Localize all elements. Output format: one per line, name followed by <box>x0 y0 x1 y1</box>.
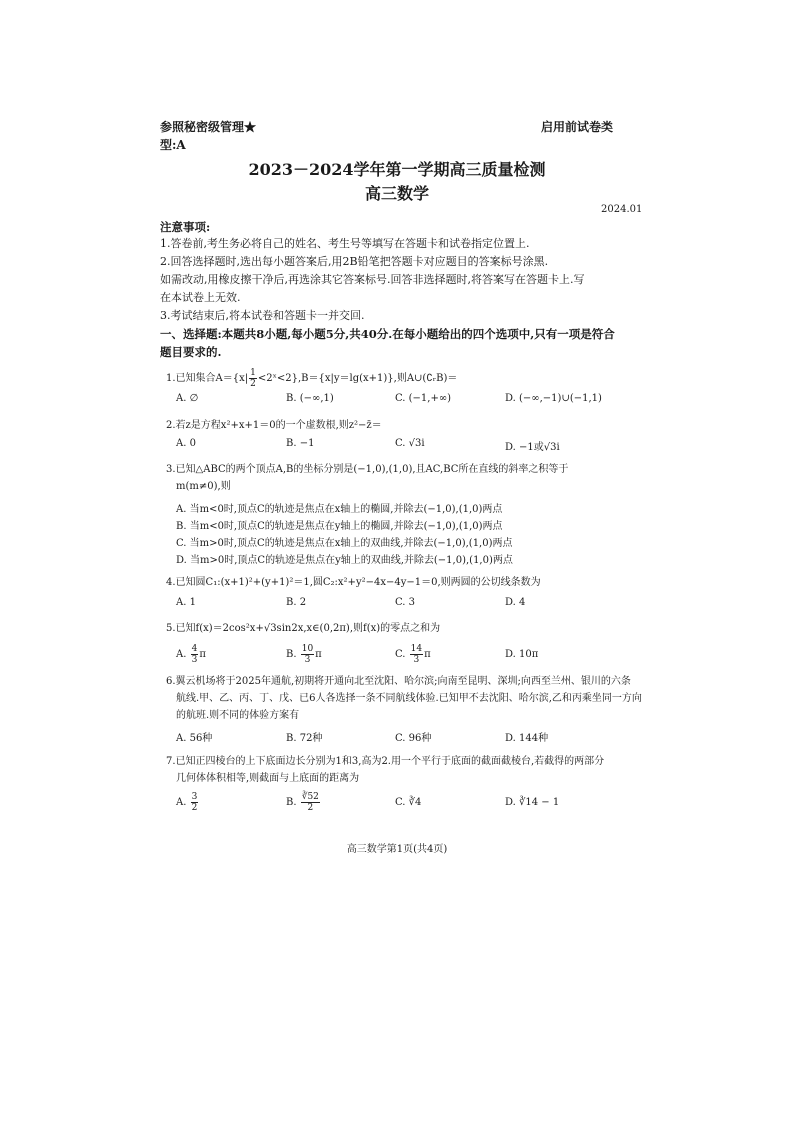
note-line: 1.答卷前,考生务必将自己的姓名、考生号等填写在答题卡和试卷指定位置上. <box>160 237 530 250</box>
notes-heading: 注意事项: <box>160 220 211 234</box>
q1-option-b: B. (−∞,1) <box>286 393 334 404</box>
page-title: 2023－2024学年第一学期高三质量检测 <box>248 160 546 179</box>
q2-option-d: D. −1或√3i <box>505 442 560 453</box>
q4-option-b: B. 2 <box>286 597 307 608</box>
q5-option-b: B. $\frac{10}{3}$ π <box>286 644 322 665</box>
q5-option-a: A. $\frac{4}{3}$ π <box>176 644 206 665</box>
section-heading-cont: 题目要求的. <box>160 345 222 359</box>
q2-option-a: A. 0 <box>176 438 196 449</box>
confidential-label: 参照秘密级管理★ <box>160 120 257 134</box>
q6-option-a: A. 56种 <box>176 733 213 744</box>
q7-option-a: A. $\frac{3}{2}$ <box>176 792 198 813</box>
question-3-stem: 3.已知△ABC的两个顶点A,B的坐标分别是(−1,0),(1,0),且AC,BC所在直线的斜率之积等于 <box>166 464 569 475</box>
q3-option-a: A. 当m<0时,顶点C的轨迹是焦点在x轴上的椭圆,并除去(−1,0),(1,0)两点 <box>176 504 503 515</box>
question-6-stem: 6.翼云机场将于2025年通航,初期将开通向北至沈阳、哈尔滨;向南至昆明、深圳;向西至兰州、银川的六条 <box>166 676 631 687</box>
q6-option-b: B. 72种 <box>286 733 323 744</box>
q7-option-d: D. ∛14 − 1 <box>505 797 560 808</box>
q1-option-d: D. (−∞,−1)∪(−1,1) <box>505 393 602 404</box>
q1-option-c: C. (−1,+∞) <box>395 393 452 404</box>
question-6-stem-cont: 航线.甲、乙、丙、丁、戊、已6人各选择一条不同航线体验.已知甲不去沈阳、哈尔滨,乙和丙乘坐同一方向 <box>176 693 642 704</box>
exam-type-label: 启用前试卷类 <box>541 120 614 134</box>
note-line: 2.回答选择题时,选出每小题答案后,用2B铅笔把答题卡对应题目的答案标号涂黑. <box>160 255 549 268</box>
question-2-stem: 2.若z是方程x²+x+1＝0的一个虚数根,则z²−z̄＝ <box>166 420 382 431</box>
note-line: 在本试卷上无效. <box>160 291 241 304</box>
q5-option-d: D. 10π <box>505 649 539 660</box>
exam-date: 2024.01 <box>601 204 643 215</box>
question-7-stem-cont: 几何体体积相等,则截面与上底面的距离为 <box>176 773 360 784</box>
q3-option-b: B. 当m<0时,顶点C的轨迹是焦点在y轴上的椭圆,并除去(−1,0),(1,0)两点 <box>176 521 503 532</box>
subject-title: 高三数学 <box>364 184 429 203</box>
section-heading: 一、选择题:本题共8小题,每小题5分,共40分.在每小题给出的四个选项中,只有一项是符合 <box>160 327 615 341</box>
q6-option-d: D. 144种 <box>505 733 549 744</box>
question-1-stem: 1.已知集合A＝{x| $\frac{1}{2}$ <2ˣ<2},B＝{x|y＝lg(x+1)},则A∪(∁ᵣB)＝ <box>166 368 458 389</box>
q1-option-a: A. ∅ <box>176 393 199 404</box>
q4-option-c: C. 3 <box>395 597 416 608</box>
exam-type-line: 型:A <box>160 138 186 152</box>
page-footer: 高三数学第1页(共4页) <box>346 844 448 855</box>
question-6-stem-cont: 的航班.则不同的体验方案有 <box>176 710 300 721</box>
q2-option-c: C. √3i <box>395 438 425 449</box>
q5-option-c: C. $\frac{14}{3}$ π <box>395 644 431 665</box>
fraction: $\frac{1}{2}$ <box>250 368 256 389</box>
note-line: 3.考试结束后,将本试卷和答题卡一并交回. <box>160 309 365 322</box>
q4-option-a: A. 1 <box>176 597 196 608</box>
q7-option-b: B. $\frac{∛52}{2}$ <box>286 792 319 813</box>
q6-option-c: C. 96种 <box>395 733 432 744</box>
question-7-stem: 7.已知正四棱台的上下底面边长分别为1和3,高为2.用一个平行于底面的截面截棱台,若截得的两部分 <box>166 756 605 767</box>
q4-option-d: D. 4 <box>505 597 526 608</box>
note-line: 如需改动,用橡皮擦干净后,再选涂其它答案标号.回答非选择题时,将答案写在答题卡上.写 <box>160 273 585 286</box>
question-4-stem: 4.已知圆C₁:(x+1)²+(y+1)²＝1,圆C₂:x²+y²−4x−4y−1＝0,则两圆的公切线条数为 <box>166 577 541 588</box>
q3-option-c: C. 当m>0时,顶点C的轨迹是焦点在x轴上的双曲线,并除去(−1,0),(1,0)两点 <box>176 538 513 549</box>
question-3-stem-cont: m(m≠0),则 <box>176 481 231 492</box>
q3-option-d: D. 当m>0时,顶点C的轨迹是焦点在y轴上的双曲线,并除去(−1,0),(1,0)两点 <box>176 555 513 566</box>
question-5-stem: 5.已知f(x)＝2cos²x+√3sin2x,x∈(0,2π),则f(x)的零点之和为 <box>166 623 441 634</box>
q2-option-b: B. −1 <box>286 438 315 449</box>
q7-option-c: C. ∛4 <box>395 797 422 808</box>
